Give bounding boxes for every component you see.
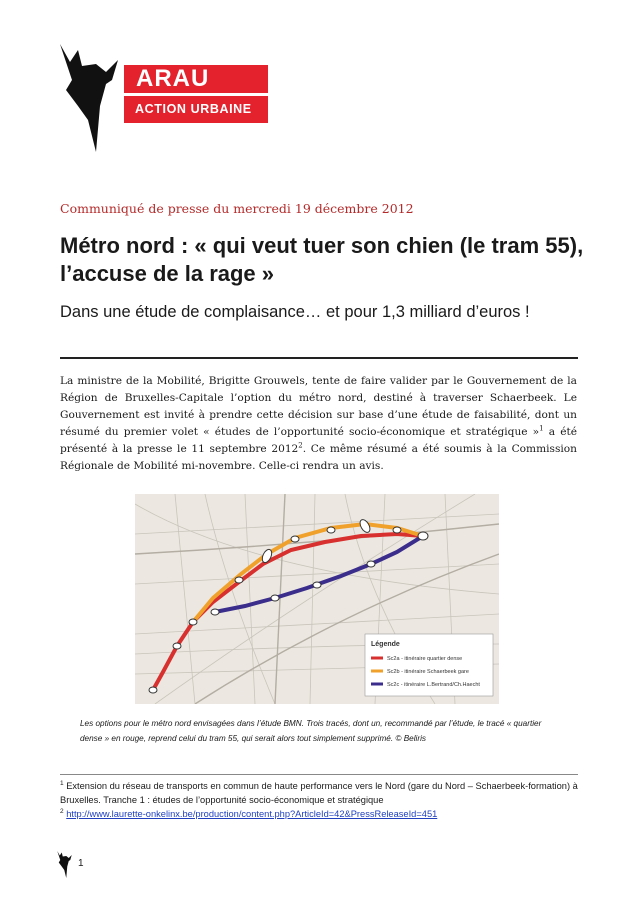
metro-map-image	[135, 494, 499, 704]
footnote-ref-1[interactable]: 1	[539, 424, 544, 433]
intro-paragraph	[60, 373, 577, 475]
press-release-date: Communiqué de presse du mercredi 19 décembre 2012	[60, 201, 414, 216]
map-legend-item: Sc2a - itinéraire quartier dense	[387, 656, 463, 662]
map-legend-item: Sc2b - itinéraire Schaerbeek gare	[387, 669, 469, 675]
map-legend	[365, 634, 493, 696]
page-subtitle: Dans une étude de complaisance… et pour 1,3 milliard d’euros !	[60, 303, 530, 321]
map-caption: Les options pour le métro nord envisagées dans l’étude BMN. Trois tracés, dont un, recommandé par l’étude, le tracé « quartier dense » en rouge, reprend celui du tram 55, qui serait alors tout simplement supprimé. © Beliris	[80, 719, 542, 743]
footnote-ref-2[interactable]: 2	[298, 441, 303, 450]
page-title: Métro nord : « qui veut tuer son chien (le tram 55), l’accuse de la rage »	[60, 233, 584, 286]
footnote-divider	[60, 774, 578, 775]
footnote-number: 1	[60, 780, 64, 787]
footnote-1	[60, 777, 580, 807]
arau-hand-icon	[56, 850, 74, 878]
logo-text-arau: ARAU	[124, 65, 268, 93]
footnote-link[interactable]: http://www.laurette-onkelinx.be/production/content.php?ArticleId=42&PressReleaseId=451	[66, 809, 438, 820]
intro-text-3: . Ce même résumé a été soumis à la Commission Régionale de Mobilité mi-novembre. Celle-ci rendra un avis.	[60, 443, 577, 472]
footnote-number: 2	[60, 808, 64, 815]
intro-text-2: a été présenté à la presse le 11 septembre 2012	[60, 426, 577, 455]
map-legend-title: Légende	[371, 641, 400, 648]
intro-text-1: La ministre de la Mobilité, Brigitte Grouwels, tente de faire valider par le Gouvernement de la Région de Bruxelles-Capitale l’option du métro nord, destiné à traverser Schaerbeek. Le Gouvernement est invité à prendre cette décision sur base d’une étude de faisabilité, dont un résumé du premier volet « études de l’opportunité socio-économique et stratégique »	[60, 375, 577, 438]
footnote-2	[60, 805, 580, 821]
logo-text-action-urbaine: ACTION URBAINE	[124, 96, 268, 123]
map-legend-item: Sc2c - itinéraire L.Bertrand/Ch.Haecht	[387, 682, 480, 688]
title-divider	[60, 357, 578, 359]
arau-hand-icon	[56, 40, 126, 152]
footnote-text: Extension du réseau de transports en commun de haute performance vers le Nord (gare du Nord – Schaerbeek-formation) à Bruxelles. Tranche 1 : études de l’opportunité socio-économique et stratégique	[60, 781, 578, 806]
page-number: 1	[78, 858, 84, 869]
